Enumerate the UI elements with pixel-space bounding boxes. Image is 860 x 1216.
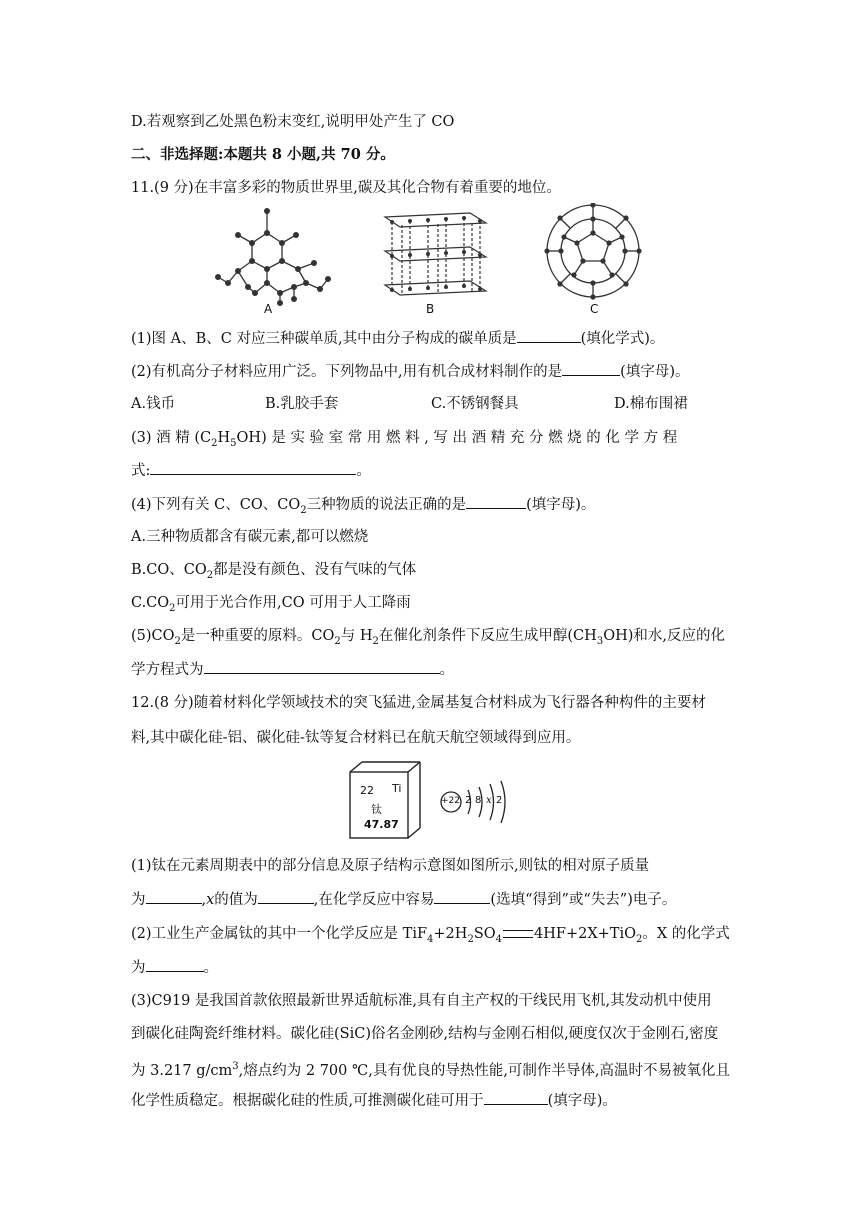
q12-part2-cont: 为 。 [131,957,218,978]
shell-3: x [486,795,492,806]
answer-blank[interactable] [150,460,356,475]
q11-2-option-c: C.不锈钢餐具 [431,396,519,412]
q11-part3: (3) 酒 精 $(C_2H_5OH)$ 是 实 验 室 常 用 燃 料 , 写 出 酒 精 充 分 燃 烧 的 化 学 方 程 [131,430,678,449]
element-symbol: Ti [392,782,402,795]
q12-part1-cont: 为 ,x的值为 ,在化学反应中容易 (选填“得到”或“失去”)电子。 [131,889,676,910]
q12-part3-line3: 为 3.217 $g/cm^3$,熔点约为 2 700 ℃,具有优良的导热性能,可制作半导体,高温时不易被氧化且 [131,1061,731,1079]
answer-blank[interactable] [434,889,490,904]
answer-blank[interactable] [146,957,204,972]
answer-blank[interactable] [517,328,581,343]
q11-2-option-a: A.钱币 [131,396,176,412]
q12-intro-cont: 料,其中碳化硅-铝、碳化硅-钛等复合材料已在航天航空领域得到应用。 [131,730,581,746]
figure-label-c: C [590,302,599,316]
q12-part2: (2)工业生产金属钛的其中一个化学反应是 $TiF_4+2H_2SO_4$ 4HF+2X+TiO$_2$。X 的化学式 [131,926,730,945]
atomic-mass: 47.87 [364,818,399,831]
element-name: 钛 [371,803,382,816]
q11-2-option-d: D.棉布围裙 [614,396,688,412]
q12-part3-line4: 化学性质稳定。根据碳化硅的性质,可推测碳化硅可用于 (填字母)。 [131,1090,617,1111]
answer-blank[interactable] [484,1090,548,1105]
q12-intro: 12.(8 分)随着材料化学领域技术的突飞猛进,金属基复合材料成为飞行器各种构件的主要材 [131,695,706,711]
q11-4-option-c: $C.CO_2$可用于光合作用,CO 可用于人工降雨 [131,595,411,614]
nucleus-charge: +22 [441,796,460,806]
shell-1: 2 [465,795,472,806]
q11-4-option-b: B.CO、$CO_2$都是没有颜色、没有气味的气体 [131,562,417,581]
answer-blank[interactable] [258,889,314,904]
q11-part2: (2)有机高分子材料应用广泛。下列物品中,用有机合成材料制作的是 (填字母)。 [131,361,689,382]
q12-part3: (3)C919 是我国首款依照最新世界适航标准,具有自主产权的干线民用飞机,其发动机中使用 [131,993,712,1009]
answer-blank[interactable] [146,889,202,904]
graphite-structure [385,213,486,295]
shell-2: 8 [475,795,482,806]
carbon-allotropes-figure [210,203,650,315]
q11-4-option-a: A.三种物质都含有碳元素,都可以燃烧 [131,529,369,545]
section-header: 二、非选择题:本题共 8 小题,共 70 分。 [131,146,395,163]
q11-part3-cont: 式: 。 [131,460,371,481]
option-d-text: D.若观察到乙处黑色粉末变红,说明甲处产生了 CO [131,114,455,130]
figure-label-a: A [264,302,273,316]
shell-4: 2 [496,795,503,806]
q11-intro: 11.(9 分)在丰富多彩的物质世界里,碳及其化合物有着重要的地位。 [131,180,561,196]
answer-blank[interactable] [466,494,526,509]
figure-label-b: B [426,302,435,316]
q11-part5-cont: 学方程式为 。 [131,659,454,680]
diamond-structure [218,211,328,303]
answer-blank[interactable] [562,361,620,376]
q11-part4: (4)下列有关 C、CO、$CO_2$三种物质的说法正确的是 (填字母)。 [131,494,595,521]
q11-part1: (1)图 A、B、C 对应三种碳单质,其中由分子构成的碳单质是 (填化学式)。 [131,328,664,349]
atomic-number: 22 [360,784,374,797]
equals-sign [503,930,533,938]
q11-part5: $(5)CO_2$是一种重要的原料。$CO_2$与 $H_2$在催化剂条件下反应生成甲醇$(CH_3OH)$和水,反应的化 [131,628,725,647]
q12-part1: (1)钛在元素周期表中的部分信息及原子结构示意图如图所示,则钛的相对原子质量 [131,858,650,874]
q11-2-option-b: B.乳胶手套 [265,396,339,412]
q12-part3-line2: 到碳化硅陶瓷纤维材料。碳化硅(SiC)俗名金刚砂,结构与金刚石相似,硬度仅次于金刚石,密度 [131,1026,719,1042]
answer-blank[interactable] [204,659,440,674]
